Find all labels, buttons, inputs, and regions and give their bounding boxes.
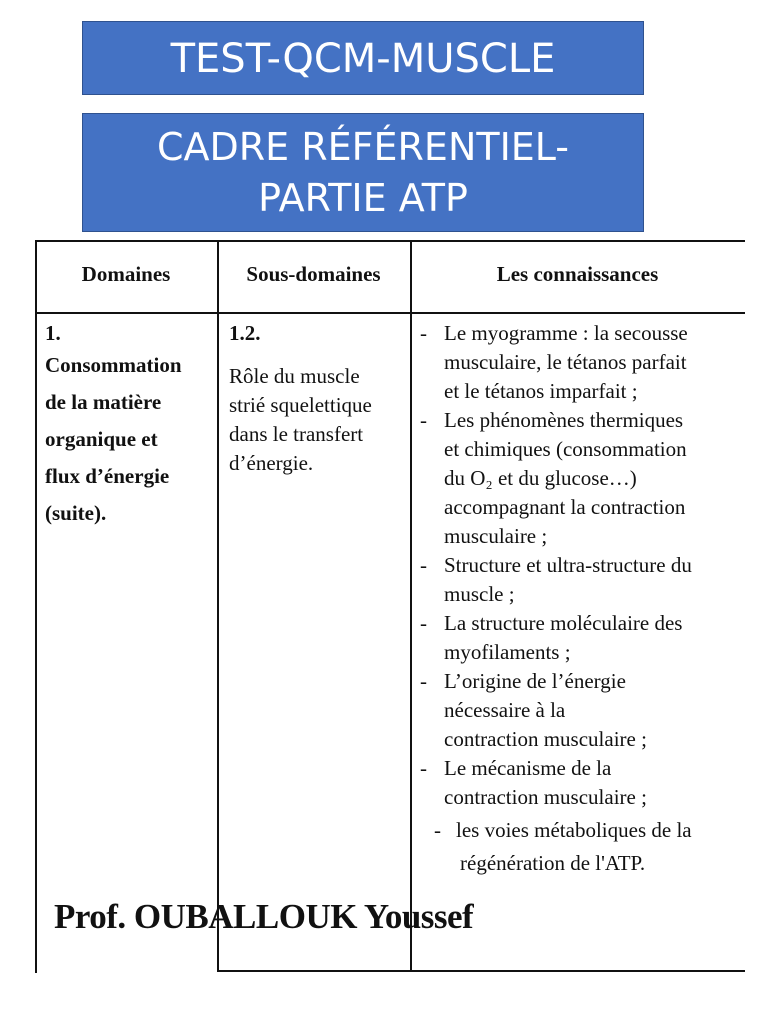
item-line: et chimiques (consommation	[444, 437, 687, 461]
item-line: Structure et ultra-structure du	[444, 553, 692, 577]
bullet-dash: -	[420, 756, 427, 780]
item-line: muscle ;	[444, 582, 515, 606]
domain-line: flux d’énergie	[45, 464, 170, 488]
knowledge-item	[420, 667, 740, 754]
item-line: L’origine de l’énergie	[444, 669, 626, 693]
subtitle-line-1: CADRE RÉFÉRENTIEL-	[156, 125, 570, 169]
item-line: contraction musculaire ;	[444, 727, 647, 751]
knowledge-item	[420, 754, 740, 812]
column-divider-2	[410, 240, 412, 971]
domain-line: de la matière	[45, 390, 162, 414]
title-text: TEST-QCM-MUSCLE	[170, 36, 556, 82]
item-line: Le myogramme : la secousse	[444, 321, 688, 345]
item-line: Les phénomènes thermiques	[444, 408, 684, 432]
item-line: nécessaire à la	[444, 698, 566, 722]
bullet-dash: -	[420, 408, 427, 432]
item-line: musculaire, le tétanos parfait	[444, 350, 687, 374]
item-line: musculaire ;	[444, 524, 548, 548]
item-line: accompagnant la contraction	[444, 495, 686, 519]
subdomain-line: d’énergie.	[229, 451, 314, 475]
item-line: du O₂ et du glucose…)	[444, 466, 637, 490]
subdomain-line: Rôle du muscle	[229, 364, 360, 388]
bullet-dash: -	[420, 669, 427, 693]
bullet-dash: -	[420, 321, 427, 345]
header-divider	[35, 312, 745, 314]
table-top-border	[35, 240, 745, 242]
item-line: Le mécanisme de la	[444, 756, 612, 780]
item-line: contraction musculaire ;	[444, 785, 647, 809]
knowledge-item	[420, 551, 740, 609]
header-domaines: Domaines	[81, 262, 171, 286]
knowledge-item	[420, 319, 740, 406]
bullet-dash: -	[434, 818, 441, 842]
item-line: La structure moléculaire des	[444, 611, 683, 635]
column-divider-1	[217, 240, 219, 971]
item-line: régénération de l'ATP.	[460, 851, 646, 875]
bullet-dash: -	[420, 553, 427, 577]
subdomain-number: 1.2.	[229, 321, 261, 345]
title-banner	[82, 21, 644, 95]
item-line: les voies métaboliques de la	[456, 818, 692, 842]
header-sous-domaines: Sous-domaines	[246, 262, 381, 286]
table-left-border	[35, 240, 37, 973]
bullet-dash: -	[420, 611, 427, 635]
item-line: myofilaments ;	[444, 640, 571, 664]
domain-cell	[45, 319, 182, 532]
subtitle-banner	[82, 113, 644, 232]
subdomain-cell	[229, 319, 372, 478]
subdomain-line: strié squelettique	[229, 393, 372, 417]
knowledge-item	[420, 406, 740, 551]
subtitle-line-2: PARTIE ATP	[258, 176, 468, 220]
knowledge-item	[420, 814, 740, 880]
domain-line: organique et	[45, 427, 158, 451]
author-signature: Prof. OUBALLOUK Youssef	[54, 897, 474, 936]
domain-number: 1.	[45, 321, 61, 345]
subdomain-line: dans le transfert	[229, 422, 364, 446]
table-bottom-border	[217, 970, 745, 972]
header-connaissances: Les connaissances	[496, 262, 659, 286]
domain-line: (suite).	[45, 501, 107, 525]
knowledge-list	[420, 319, 740, 880]
domain-line: Consommation	[45, 353, 182, 377]
item-line: et le tétanos imparfait ;	[444, 379, 638, 403]
knowledge-item	[420, 609, 740, 667]
